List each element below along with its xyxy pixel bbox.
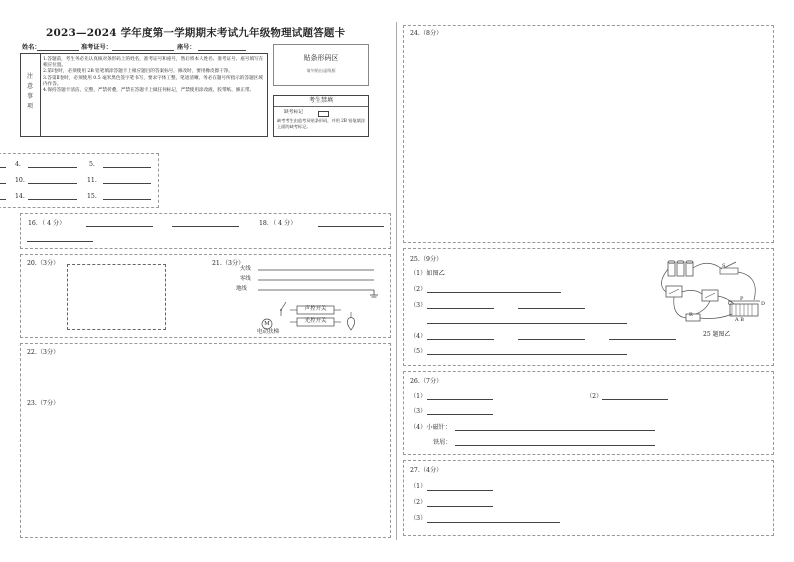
q25-answer-line[interactable] <box>518 339 585 340</box>
q25-part1: （1）如图乙 <box>410 270 445 277</box>
q21-label: 21.（3分） <box>212 260 245 267</box>
q25-part2: （2） <box>410 286 427 293</box>
q26-answer-line[interactable] <box>427 414 493 415</box>
notice-box <box>20 53 268 137</box>
q16-answer-line[interactable] <box>86 226 153 227</box>
q25-part3: （3） <box>410 302 427 309</box>
q25-answer-line[interactable] <box>427 339 494 340</box>
q16-label: 16．（ 4 分） <box>28 220 66 227</box>
ticket-label: 准考证号： <box>81 44 112 51</box>
q23-label: 23.（7分） <box>27 400 60 407</box>
q24-box <box>403 25 774 243</box>
q27-answer-line[interactable] <box>427 506 493 507</box>
notice-side-label: 注 意 事 项 <box>26 73 33 110</box>
answer-line[interactable] <box>28 167 77 168</box>
q26-part2: （2） <box>586 393 603 400</box>
q26-answer-line[interactable] <box>602 399 668 400</box>
q25-answer-line[interactable] <box>427 308 494 309</box>
q25-d-label: D <box>761 301 766 307</box>
q-number: 14. <box>15 193 25 200</box>
q22-label: 22.（3分） <box>27 349 60 356</box>
notice-item: 2.第Ⅰ卷时，必须使用 2B 铅笔填涂答题卡上相应题目的答案标号，修改时，要用橡皮擦干净。 <box>43 69 233 75</box>
barcode-area <box>273 44 369 86</box>
q26-answer-line[interactable] <box>455 430 655 431</box>
notice-item: 3.答第Ⅱ卷时，必须使用 0.5 毫米黑色签字笔书写，要求字体工整、笔迹清晰。务必在题号所指示的答题区域内作答。 <box>43 75 263 87</box>
answer-line[interactable] <box>103 199 151 200</box>
q25-p-label: P <box>740 296 744 302</box>
absent-mark-label: 缺考标记 <box>284 110 304 115</box>
q20-label: 20.（3分） <box>27 260 60 267</box>
page-title: 2023—2024 学年度第一学期期末考试九年级物理试题答题卡 <box>46 27 346 39</box>
bulb-icon <box>347 312 354 330</box>
q27-part3: （3） <box>410 515 427 522</box>
q-number: 10. <box>15 177 25 184</box>
q-number: 15. <box>87 193 97 200</box>
q18-answer-line[interactable] <box>318 226 384 227</box>
answer-line[interactable] <box>103 183 151 184</box>
q25-ab-label: A B <box>735 317 744 323</box>
q26-answer-line[interactable] <box>455 445 655 446</box>
q18-answer-line[interactable] <box>27 241 93 242</box>
q25-answer-line[interactable] <box>427 354 627 355</box>
light-switch-label: 光控开关 <box>304 318 327 324</box>
q27-answer-line[interactable] <box>427 522 560 523</box>
barcode-title: 贴条形码区 <box>303 54 339 62</box>
seat-field[interactable] <box>198 50 246 51</box>
q25-answer-line[interactable] <box>518 308 585 309</box>
q26-part4: （4）小磁针： <box>410 424 452 431</box>
q16-q18-box <box>20 213 391 249</box>
q25-part5: （5） <box>410 348 427 355</box>
absent-mark-box[interactable] <box>318 111 329 117</box>
q27-answer-line[interactable] <box>427 490 493 491</box>
ground-wire-label: 地线 <box>236 286 247 292</box>
q20-drawing-area[interactable] <box>67 264 166 330</box>
notice-items <box>43 57 265 94</box>
barcode-subtitle: 请勿贴出虚线框 <box>306 68 336 73</box>
absent-desc: 缺考考生由监考员贴条形码，并用 2B 铅笔填涂上面的缺考标记。 <box>277 118 365 129</box>
q25-figure-caption: 25 题图乙 <box>703 331 731 338</box>
zero-wire-label: 零线 <box>240 276 251 282</box>
name-label: 姓名： <box>22 44 41 51</box>
q25-answer-line[interactable] <box>427 323 627 324</box>
q26-box <box>403 371 774 455</box>
answer-line[interactable] <box>28 199 77 200</box>
q27-label: 27.（4分） <box>410 467 443 474</box>
q16-answer-line[interactable] <box>172 226 239 227</box>
absent-box <box>273 95 369 137</box>
q26-answer-line[interactable] <box>427 399 493 400</box>
answer-line[interactable] <box>28 183 77 184</box>
ammeter-icon <box>666 286 682 297</box>
q24-label: 24.（8分） <box>410 30 443 37</box>
q25-part4: （4） <box>410 333 427 340</box>
answer-line[interactable] <box>0 199 6 200</box>
absent-title: 考生禁填 <box>308 97 333 104</box>
fire-wire-label: 火线 <box>240 266 251 272</box>
battery-icon <box>668 261 693 277</box>
switch-icon <box>280 302 286 316</box>
q26-part3: （3） <box>410 408 427 415</box>
column-divider <box>396 22 397 540</box>
q25-r-label: R <box>689 312 693 318</box>
answer-line[interactable] <box>103 167 151 168</box>
answer-line[interactable] <box>0 183 6 184</box>
voltmeter-icon <box>702 290 718 301</box>
q26-part1: （1） <box>410 393 427 400</box>
notice-item: 1.答题前，考生务必先认真核对条形码上的姓名，准考证号和座号，然后将本人姓名、准考证号、座号填写在相应位置。 <box>43 57 264 69</box>
answer-line[interactable] <box>0 167 6 168</box>
q-number: 11. <box>87 177 97 184</box>
q25-c-label: C <box>728 301 732 307</box>
q27-part2: （2） <box>410 499 427 506</box>
q18-label: 18．（ 4 分） <box>259 220 297 227</box>
q25-label: 25.（9分） <box>410 256 443 263</box>
ticket-field[interactable] <box>112 50 174 51</box>
seat-label: 座号： <box>177 44 196 51</box>
q27-box <box>403 460 774 536</box>
sound-switch-label: 声控开关 <box>304 306 327 312</box>
q25-answer-line[interactable] <box>427 292 561 293</box>
escalator-label: 电动扶梯 <box>257 329 280 335</box>
q22-q23-box <box>20 343 391 538</box>
q26-part4b: 铁屑： <box>433 439 452 446</box>
q-number: 4. <box>15 161 21 168</box>
q26-label: 26.（7分） <box>410 378 443 385</box>
name-field[interactable] <box>37 50 79 51</box>
q27-part1: （1） <box>410 483 427 490</box>
motor-label: M <box>264 321 270 327</box>
q25-s-label: S <box>722 263 726 269</box>
notice-item: 4.保持答题卡清洁、完整，严禁折叠，严禁在答题卡上做任何标记，严禁使用涂改液、胶带纸、修正带。 <box>43 87 255 93</box>
q-number: 5. <box>89 161 95 168</box>
